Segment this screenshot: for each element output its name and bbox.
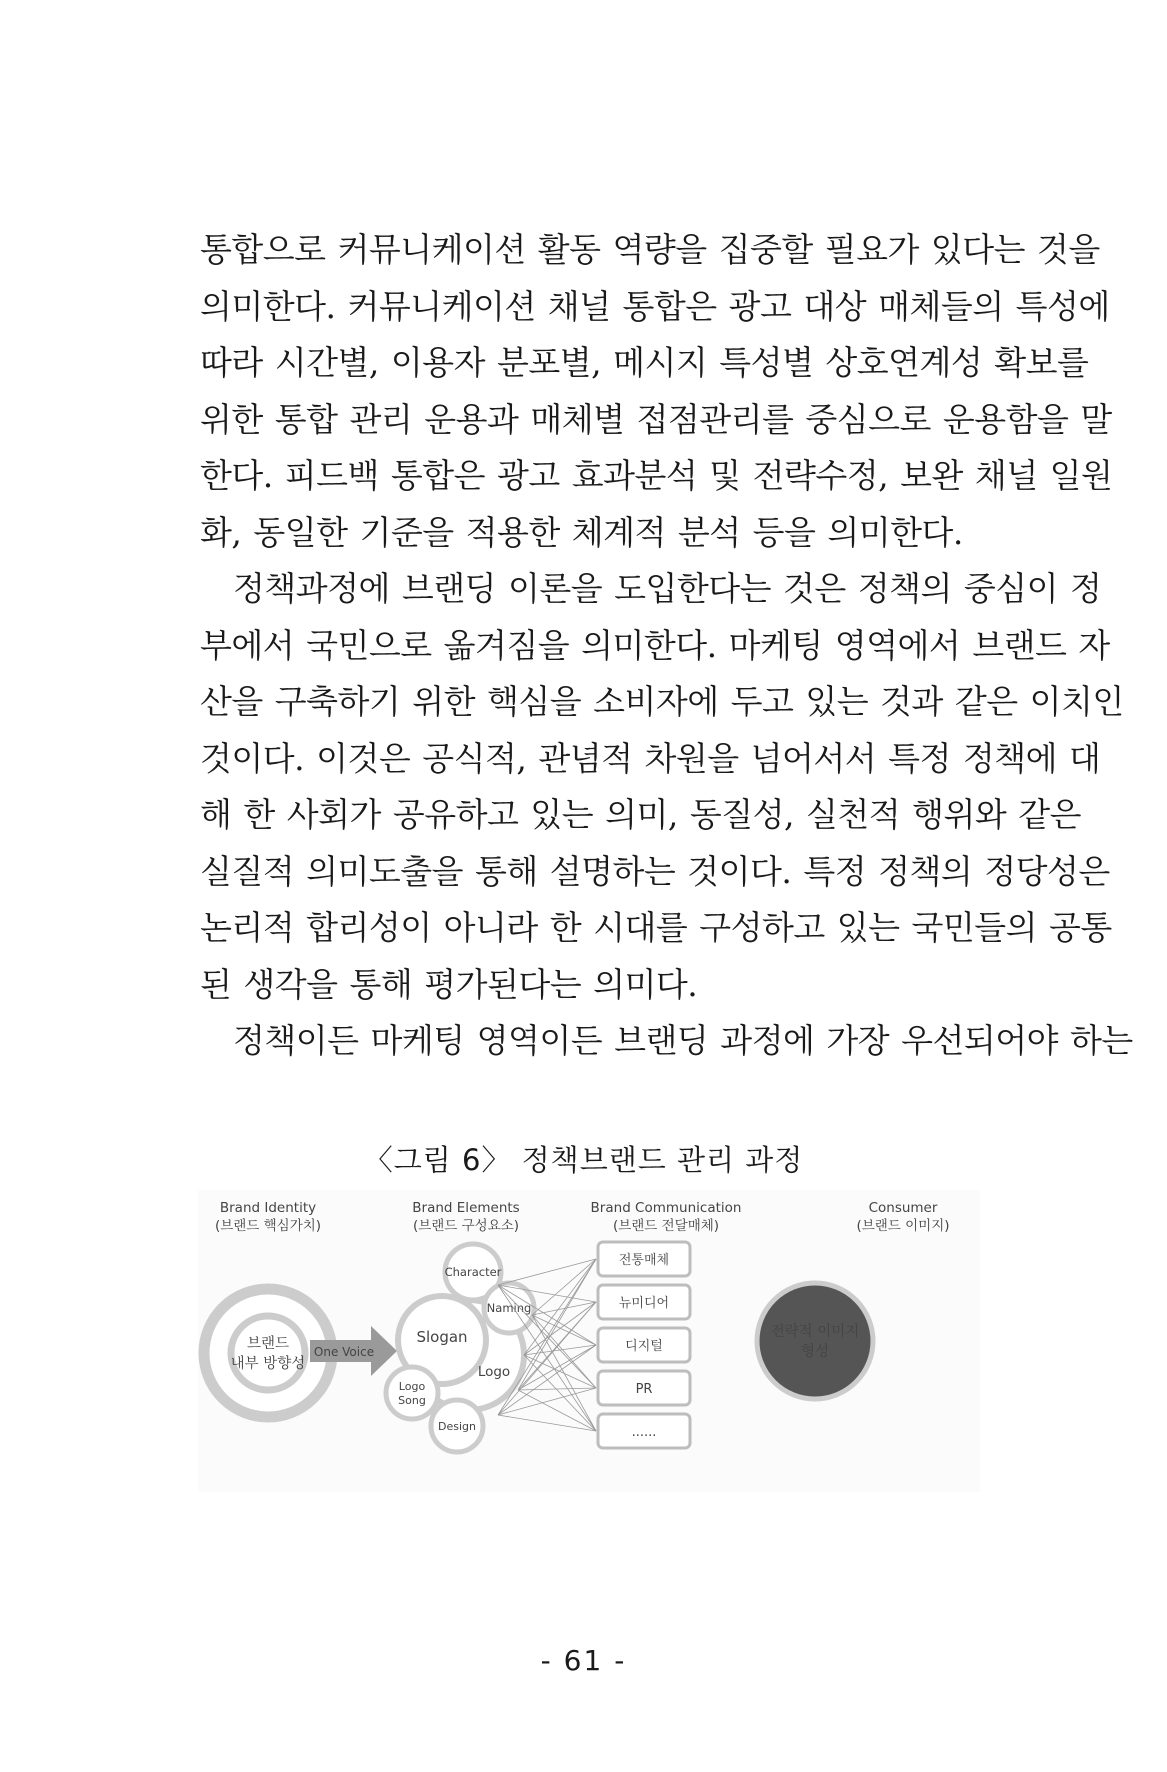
media-label: ......: [631, 1425, 657, 1440]
character-label: Character: [444, 1265, 502, 1279]
text-line: 정책과정에 브랜딩 이론을 도입한다는 것은 정책의 중심이 정: [233, 569, 1102, 608]
header-communication-ko: (브랜드 전달매체): [612, 1218, 720, 1234]
figure-caption: 〈그림 6〉 정책브랜드 관리 과정: [363, 1143, 804, 1177]
media-label: 전통매체: [618, 1253, 670, 1268]
logo-label: Logo: [477, 1364, 511, 1380]
header-consumer-ko: (브랜드 이미지): [856, 1218, 950, 1234]
media-boxes: [598, 1242, 690, 1448]
text-line: 화, 동일한 기준을 적용한 체계적 분석 등을 의미한다.: [200, 512, 963, 552]
header-elements-en: Brand Elements: [412, 1200, 520, 1216]
text-line: 실질적 의미도출을 통해 설명하는 것이다. 특정 정책의 정당성은: [200, 851, 1110, 891]
text-line: 정책이든 마케팅 영역이든 브랜딩 과정에 가장 우선되어야 하는: [233, 1021, 1133, 1060]
identity-inner-circle: [231, 1316, 305, 1390]
paragraph-3: [200, 1013, 1133, 1070]
identity-label-line1: 브랜드: [246, 1336, 290, 1352]
identity-label-line2: 내부 방향성: [230, 1356, 306, 1372]
text-line: 의미한다. 커뮤니케이션 채널 통합은 광고 대상 매체들의 특성에: [200, 286, 1110, 326]
media-label: 뉴미디어: [618, 1296, 670, 1311]
header-consumer-en: Consumer: [868, 1200, 938, 1216]
text-line: 부에서 국민으로 옮겨짐을 의미한다. 마케팅 영역에서 브랜드 자: [200, 625, 1110, 665]
logo-song-label-2: Song: [398, 1394, 426, 1407]
text-line: 통합으로 커뮤니케이션 활동 역량을 집중할 필요가 있다는 것을: [200, 230, 1100, 269]
header-communication-en: Brand Communication: [590, 1200, 742, 1216]
consumer-label-line2: 형성: [800, 1344, 830, 1360]
arrow-label: One Voice: [313, 1345, 375, 1359]
consumer-label-line1: 전략적 이미지: [770, 1324, 860, 1340]
figure-diagram: [198, 1190, 980, 1492]
paragraph-1: [200, 222, 1113, 561]
page-number: - 61 -: [540, 1644, 627, 1677]
text-line: 된 생각을 통해 평가된다는 의미다.: [200, 964, 698, 1004]
header-identity-ko: (브랜드 핵심가치): [214, 1218, 322, 1234]
text-line: 한다. 피드백 통합은 광고 효과분석 및 전략수정, 보완 채널 일원: [200, 456, 1113, 495]
text-line: 산을 구축하기 위한 핵심을 소비자에 두고 있는 것과 같은 이치인: [200, 682, 1124, 721]
logo-song-label-1: Logo: [398, 1380, 426, 1393]
text-line: 해 한 사회가 공유하고 있는 의미, 동질성, 실천적 행위와 같은: [200, 795, 1081, 834]
naming-label: Naming: [486, 1301, 532, 1315]
header-identity-en: Brand Identity: [219, 1200, 317, 1216]
design-label: Design: [438, 1420, 476, 1433]
paragraph-2: [200, 561, 1124, 1013]
logo-song-bubble: [386, 1367, 438, 1419]
slogan-label: Slogan: [416, 1328, 468, 1346]
text-line: 것이다. 이것은 공식적, 관념적 차원을 넘어서서 특정 정책에 대: [200, 738, 1101, 778]
media-label: PR: [635, 1382, 653, 1397]
header-elements-ko: (브랜드 구성요소): [412, 1218, 520, 1234]
text-line: 따라 시간별, 이용자 분포별, 메시지 특성별 상호연계성 확보를: [200, 343, 1089, 382]
media-label: 디지털: [625, 1339, 663, 1354]
consumer-circle: [757, 1283, 873, 1399]
text-line: 논리적 합리성이 아니라 한 시대를 구성하고 있는 국민들의 공통: [200, 908, 1112, 947]
body-text: [200, 222, 1133, 1070]
text-line: 위한 통합 관리 운용과 매체별 접점관리를 중심으로 운용함을 말: [200, 399, 1112, 439]
brand-management-figure: [198, 1190, 980, 1492]
